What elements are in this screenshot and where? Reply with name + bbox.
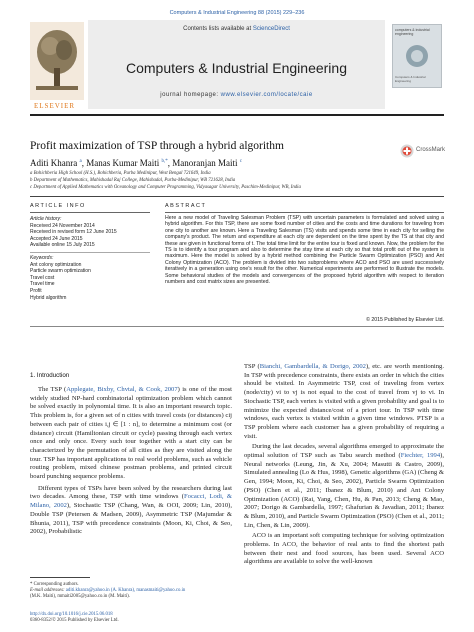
doi-block xyxy=(30,612,230,624)
header-divider xyxy=(30,114,444,116)
body-column-left xyxy=(30,386,232,537)
keyword: Ant colony optimization xyxy=(30,261,82,268)
footnote xyxy=(30,582,230,600)
abstract-divider xyxy=(165,212,444,213)
paragraph-text: ), Neural networks (Leung, Jin, & Xu, 2004; Masutti & Castro, 2009), Simulated annealing (Lo & Hus, 1998), Genetic algorithms (GA) (Cheng & Gen, 1994; Moon, Ki, Choi, & Seo, 2002), Particle Swarm Optimization (PSO) (Chen et al., 2011; Ibanez & Blum, 2010) and Ant Colony Optimization (ACO) (Rai, Yang, Chen, Hu, & Pan, 2013; Cheng & Mao, 2007; Dorigo & Gambardella, 1997; Ghafurian & Javadian, 2011; Ibanez & Blum, 2010), and Particle Swarm Optimization (PSO) (Chen et al., 2011; Lin, Chen, & Lin, 2009). xyxy=(244,452,444,529)
homepage-prefix: journal homepage: xyxy=(160,92,221,98)
author-list: Aditi Khanra $^a$, Manas Kumar Maiti $^{b,*}$, Manoranjan Maiti $^c$ xyxy=(30,158,242,168)
abstract-heading: ABSTRACT xyxy=(165,203,207,209)
elsevier-logo xyxy=(30,22,84,110)
paragraph-text: During the last decades, several algorithms emerged to approximate the optimal solution of TSP such as Tabu search method ( xyxy=(244,443,444,460)
body-paragraph xyxy=(244,532,444,567)
section-number: 1. xyxy=(30,372,36,379)
author-name[interactable]: Aditi Khanra xyxy=(30,158,78,168)
article-history xyxy=(30,216,150,249)
paragraph-text: ACO is an important soft computing technique for solving optimization problems. In ACO, the behavior of real ants to find the shortest path between their nest and food sources, has been used. Several ACO algorithms are available to solve the well-known xyxy=(244,532,444,566)
elsevier-tree-icon xyxy=(30,22,84,100)
paragraph-text: The TSP ( xyxy=(38,386,67,393)
abstract-text: Here a new model of Traveling Salesman Problem (TSP) with uncertain parameters is formulated and solved using a hybrid algorithm. For this TSP, there are some fixed number of cities and the costs and time durations for traveling from one city to another are known. Here a Traveling Salesman (TS) visits and spends some time in each city for selling the company's product. The return and expenditure at each city are dependent on the time spent by the TS at that city and these are given in functional forms of t. The total time limit for the entire tour is fixed and known. Now, the problem for the TS is to identify a tour program and also to determine the stay time at each city so that total profit out of the system is maximum. Here the model is solved by a hybrid method combining the Particle Swarm Optimization (PSO) and Ant Colony Optimization (ACO). The problem is divided into two subproblems where ACO and PSO are used successively iteratively in a generation using one's result for the other. Numerical experiments are performed to illustrate the models. Some behavioral studies of the models and convergences of the proposed hybrid algorithm with respect to iteration numbers and cost matrix sizes are presented. xyxy=(165,215,444,286)
affiliation: a Bohichberia High School (H.S.), Bohichberia, Purba Medinipur, West Bengal 721649, India xyxy=(30,171,211,176)
article-title: Profit maximization of TSP through a hybrid algorithm xyxy=(30,140,284,152)
keywords-divider xyxy=(30,252,150,253)
section-title: Introduction xyxy=(36,372,70,379)
paragraph-text: ), Stochastic TSP (Chang, Wan, & OOI, 2009; Lin, 2010), Double TSP (Petersen & Madsen, 2009), Asymmetric TSP (Majumdar & Bhunia, 2011), TSP with precedence constraints (Moon, Ki, Choi, & Seo, 2002), Probabilistic xyxy=(30,502,232,536)
citation-link[interactable]: Focacci, Lodi, & Milano, 2002 xyxy=(30,493,232,510)
homepage-link[interactable]: www.elsevier.com/locate/caie xyxy=(220,92,313,98)
citation-link[interactable]: Fiechter, 1994 xyxy=(400,452,441,460)
author-affiliation-marker: a xyxy=(79,159,82,164)
cover-journal-name: Computers & Industrial Engineering xyxy=(395,75,426,83)
corresponding-author-note: * Corresponding authors. xyxy=(30,582,79,587)
homepage-line xyxy=(88,92,385,98)
keywords-label: Keywords: xyxy=(30,255,54,261)
contents-line xyxy=(88,26,385,32)
journal-cover-thumbnail[interactable] xyxy=(392,24,442,88)
issn-line: 0360-8352/© 2015 Published by Elsevier Ltd. xyxy=(30,618,119,623)
journal-banner xyxy=(30,20,442,110)
crossmark-label: CrossMark xyxy=(416,147,446,153)
paragraph-text: Different types of TSPs have been solved by the researchers during last two decades. Among these, TSP with time windows ( xyxy=(30,484,232,501)
affiliation-divider xyxy=(30,196,444,197)
crossmark-icon xyxy=(400,144,414,158)
sciencedirect-link[interactable]: ScienceDirect xyxy=(252,26,290,32)
citation-link[interactable]: Applegate, Bixby, Chvtal, & Cook, 2007 xyxy=(66,386,178,393)
footnote-divider xyxy=(30,577,90,578)
publisher-name: ELSEVIER xyxy=(34,102,76,110)
journal-title: Computers & Industrial Engineering xyxy=(125,60,347,76)
keyword: Hybrid algorithm xyxy=(30,294,67,301)
body-column-right xyxy=(244,363,444,567)
email-label: E-mail addresses: xyxy=(30,588,66,593)
keyword: Travel time xyxy=(30,281,55,288)
citation-link[interactable]: Bianchi, Gambardella, & Dorigo, 2002 xyxy=(259,363,366,370)
section-heading xyxy=(30,372,69,379)
cover-graphic-icon xyxy=(395,43,439,69)
paragraph-text: TSP ( xyxy=(244,363,260,370)
affiliation: b Department of Mathematics, Mahishadal Raj College, Mahishadal, Purba-Medinipur, WB 721628, India xyxy=(30,178,236,183)
body-paragraph xyxy=(244,443,444,530)
article-info-divider xyxy=(30,212,150,213)
author-affiliation-marker: b,* xyxy=(161,159,168,164)
history-item: Available online 15 July 2015 xyxy=(30,242,95,249)
email-line-continued: (M.K. Maiti), mmaiti2005@yahoo.co.in (M. Maiti). xyxy=(30,594,130,599)
banner-center xyxy=(88,20,385,109)
paragraph-text: ), etc. are worth mentioning. In TSP with precedence constraints, there exists an order in which the cities should be visited. In Asymmetric TSP, cost of traveling from vertex (node/city) vi to vj is not equal to the cost of travel from vj to vi. In Stochastic TSP, each vertex is visited with a given probability and goal is to minimize the expected distance/cost of a priori tour. In TSP with time windows, each vertex is visited within a given time windows. PTSP is a TSP problem where each customer has a given probability of requiring a visit. xyxy=(244,363,444,440)
body-paragraph xyxy=(244,363,444,441)
body-paragraph xyxy=(30,386,232,482)
doi-link[interactable]: http://dx.doi.org/10.1016/j.cie.2015.06.018 xyxy=(30,612,113,617)
keyword: Profit xyxy=(30,287,42,294)
cover-title: computers & industrial engineering xyxy=(395,28,430,37)
history-item: Accepted 24 June 2015 xyxy=(30,235,83,242)
keyword: Particle swarm optimization xyxy=(30,268,91,275)
keywords xyxy=(30,255,150,301)
article-info-heading: ARTICLE INFO xyxy=(30,203,86,209)
paragraph-text: ) is one of the most widely studied NP-hard combinatorial optimization problem which cannot be solved exactly in polynomial time. It is also an important research topic. This problem is, for a given set of n cities with travel costs (or distances) cij between each pair of cities i,j ∈ [1 : n], to determine a minimum cost (or distance) circuit (Hamiltonian circuit or cycle) passing through each vertex once and only once. Every such tour together with a start city can be characterized by the permutation of all cities as they are visited along the tour. TSP has important applications to real world problems, such as vehicle routing problem, mixed chinese postman problems, and printed circuit board punching sequence problems. xyxy=(30,386,233,481)
history-item: Received in revised form 12 June 2015 xyxy=(30,229,117,236)
abstract-copyright: © 2015 Published by Elsevier Ltd. xyxy=(366,317,444,323)
abstract-bottom-divider xyxy=(30,326,444,327)
history-label: Article history: xyxy=(30,216,62,222)
body-paragraph xyxy=(30,485,232,537)
author-name[interactable]: Manoranjan Maiti xyxy=(172,158,238,168)
email-link[interactable]: aditi.khanra@yahoo.in (A. Khanra), manasmaiti@yahoo.co.in xyxy=(65,588,186,593)
author-affiliation-marker: c xyxy=(239,159,242,164)
affiliation: c Department of Applied Mathematics with Oceanology and Computer Programming, Vidyasagar University, Paschim-Medinipur, WB, India xyxy=(30,185,301,190)
contents-prefix: Contents lists available at xyxy=(183,26,253,32)
author-name[interactable]: Manas Kumar Maiti xyxy=(86,158,160,168)
keyword: Travel cost xyxy=(30,274,55,281)
history-item: Received 24 November 2014 xyxy=(30,222,95,229)
journal-citation[interactable]: Computers & Industrial Engineering 88 (2015) 229–236 xyxy=(169,10,305,16)
